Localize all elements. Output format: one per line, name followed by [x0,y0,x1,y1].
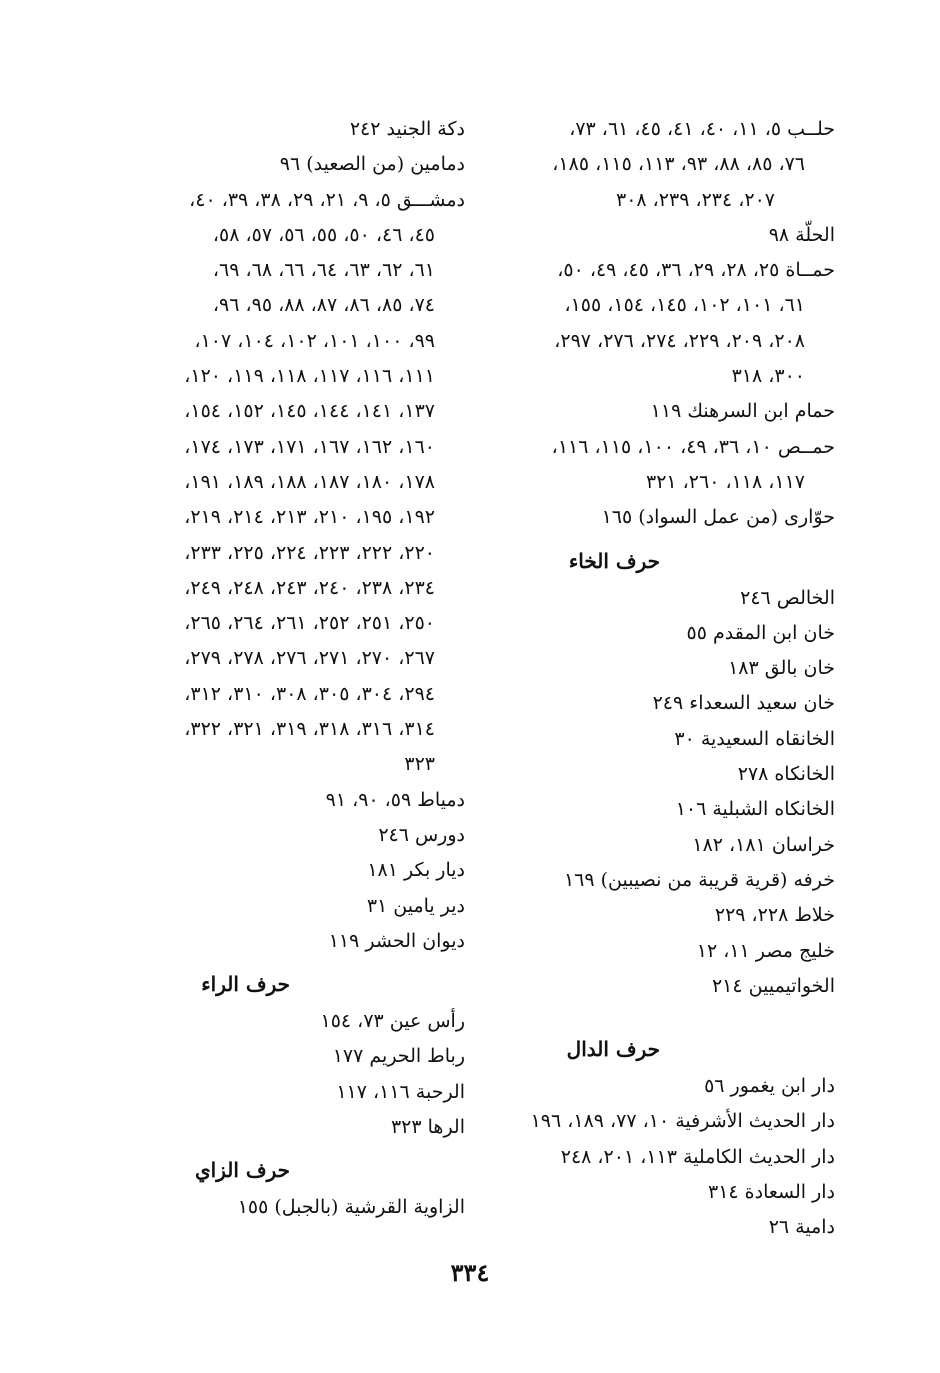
index-entry: دكة الجنيد ٢٤٢ [349,118,465,140]
section-heading: حرف الراء [201,972,290,997]
index-entry-continuation: ٢٦٧، ٢٧٠، ٢٧١، ٢٧٦، ٢٧٨، ٢٧٩، [184,647,435,670]
index-entry: الخانكاه الشبلية ١٠٦ [675,798,835,821]
index-entry: حمام ابن السرهنك ١١٩ [650,400,835,423]
index-entry: دار الحديث الكاملية ١١٣، ٢٠١، ٢٤٨ [560,1145,835,1168]
index-entry-continuation: ٣٠٠، ٣١٨ [731,365,805,388]
index-entry: دمشـــق ٥، ٩، ٢١، ٢٩، ٣٨، ٣٩، ٤٠، [189,188,465,211]
index-entry-continuation: ٤٥، ٤٦، ٥٠، ٥٥، ٥٦، ٥٧، ٥٨، [212,223,435,246]
section-heading: حرف الدال [566,1037,660,1062]
page-number: ٣٣٤ [450,1258,490,1287]
section-heading: حرف الخاء [568,548,660,573]
index-entry: حمــص ١٠، ٣٦، ٤٩، ١٠٠، ١١٥، ١١٦، [551,435,835,458]
index-entry: دار السعادة ٣١٤ [707,1181,835,1204]
index-entry: الخانكاه ٢٧٨ [737,763,835,786]
spacer [470,1004,835,1024]
index-entry: ديار بكر ١٨١ [367,859,465,882]
index-entry: دار ابن يغمور ٥٦ [704,1075,835,1098]
index-entry: دار الحديث الأشرفية ١٠، ٧٧، ١٨٩، ١٩٦ [530,1110,835,1133]
index-entry: حلــب ٥، ١١، ٤٠، ٤١، ٤٥، ٦١، ٧٣، [569,118,835,140]
index-entry-continuation: ٢٠٨، ٢٠٩، ٢٢٩، ٢٧٤، ٢٧٦، ٢٩٧، [554,329,805,352]
index-column-right [470,112,835,1246]
index-entry-continuation: ١١٧، ١١٨، ٢٦٠، ٣٢١ [645,470,805,493]
index-entry-continuation: ١٧٨، ١٨٠، ١٨٧، ١٨٨، ١٨٩، ١٩١، [184,470,435,493]
index-entry-continuation: ٧٦، ٨٥، ٨٨، ٩٣، ١١٣، ١١٥، ١٨٥، [552,153,805,176]
index-entry-continuation: ١٣٧، ١٤١، ١٤٤، ١٤٥، ١٥٢، ١٥٤، [184,400,435,423]
index-entry: دورس ٢٤٦ [378,823,465,846]
index-entry: دير يامين ٣١ [366,894,465,917]
index-entry: رباط الحريم ١٧٧ [332,1045,465,1068]
index-entry-continuation: ٣٢٣ [404,753,435,776]
index-entry-continuation: ٢٢٠، ٢٢٢، ٢٢٣، ٢٢٤، ٢٢٥، ٢٣٣، [184,541,435,564]
index-entry-continuation: ٦١، ٦٢، ٦٣، ٦٤، ٦٦، ٦٨، ٦٩، [212,259,435,282]
index-entry: خلاط ٢٢٨، ٢٢٩ [714,904,835,927]
index-entry: خليج مصر ١١، ١٢ [696,939,835,962]
index-entry-continuation: ١٦٠، ١٦٢، ١٦٧، ١٧١، ١٧٣، ١٧٤، [184,435,435,458]
index-entry: الرها ٣٢٣ [390,1116,465,1139]
index-entry: دامية ٢٦ [768,1216,835,1239]
index-entry: خرفه (قرية قريبة من نصيبين) ١٦٩ [563,868,835,891]
index-entry-continuation: ٦١، ١٠١، ١٠٢، ١٤٥، ١٥٤، ١٥٥، [564,294,805,317]
index-entry-continuation: ٣١٤، ٣١٦، ٣١٨، ٣١٩، ٣٢١، ٣٢٢، [184,718,435,741]
index-entry-continuation: ٢٥٠، ٢٥١، ٢٥٢، ٢٦١، ٢٦٤، ٢٦٥، [184,612,435,635]
index-entry-continuation: ١١١، ١١٦، ١١٧، ١١٨، ١١٩، ١٢٠، [184,365,435,388]
index-column-left [100,112,465,1226]
index-entry-continuation: ٢٩٤، ٣٠٤، ٣٠٥، ٣٠٨، ٣١٠، ٣١٢، [184,682,435,705]
index-entry: الرحبة ١١٦، ١١٧ [336,1080,465,1103]
index-entry-continuation: ٢٠٧، ٢٣٤، ٢٣٩، ٣٠٨ [615,188,775,211]
index-entry: خان سعيد السعداء ٢٤٩ [652,692,835,715]
section-heading: حرف الزاي [195,1158,290,1183]
index-entry: الحلّة ٩٨ [768,223,835,246]
index-entry: ديوان الحشر ١١٩ [328,929,465,952]
index-entry: خان ابن المقدم ٥٥ [686,621,835,644]
index-entry-continuation: ٩٩، ١٠٠، ١٠١، ١٠٢، ١٠٤، ١٠٧، [194,329,435,352]
index-entry-continuation: ١٩٢، ١٩٥، ٢١٠، ٢١٣، ٢١٤، ٢١٩، [184,506,435,529]
index-entry: الخانقاه السعيدية ٣٠ [674,727,835,750]
index-entry: الزاوية القرشية (بالجبل) ١٥٥ [237,1196,465,1219]
index-entry: خراسان ١٨١، ١٨٢ [692,833,835,856]
index-entry: حمــاة ٢٥، ٢٨، ٢٩، ٣٦، ٤٥، ٤٩، ٥٠، [557,259,835,282]
index-entry-continuation: ٢٣٤، ٢٣٨، ٢٤٠، ٢٤٣، ٢٤٨، ٢٤٩، [184,576,435,599]
index-entry: الخالص ٢٤٦ [740,586,835,609]
index-entry: حوّارى (من عمل السواد) ١٦٥ [601,506,835,529]
index-entry: دمياط ٥٩، ٩٠، ٩١ [325,788,465,811]
index-entry-continuation: ٧٤، ٨٥، ٨٦، ٨٧، ٨٨، ٩٥، ٩٦، [212,294,435,317]
index-entry: دمامين (من الصعيد) ٩٦ [279,153,465,176]
index-entry: الخواتيميين ٢١٤ [711,974,835,997]
index-entry: خان بالق ١٨٣ [728,657,835,680]
index-entry: رأس عين ٧٣، ١٥٤ [320,1010,465,1033]
